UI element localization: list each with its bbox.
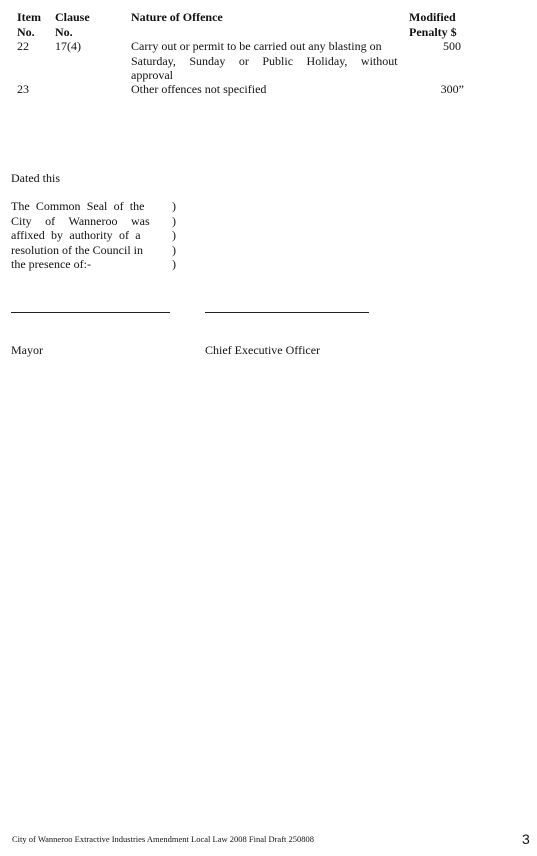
seal-text bbox=[11, 199, 161, 272]
row-nature-line: approval bbox=[131, 68, 173, 82]
header-item-no bbox=[17, 10, 53, 39]
row-nature: Other offences not specified bbox=[131, 82, 267, 96]
header-item-label-2: No. bbox=[17, 24, 35, 39]
page-number: 3 bbox=[522, 831, 530, 847]
row-nature-line bbox=[131, 54, 396, 69]
row-penalty: 300” bbox=[440, 82, 464, 96]
header-penalty-label: Modified bbox=[409, 10, 456, 24]
seal-bracket: ) bbox=[172, 199, 176, 213]
dated-line: Dated this bbox=[11, 171, 60, 185]
ceo-signature-line bbox=[205, 312, 369, 313]
row-nature bbox=[131, 39, 396, 83]
header-penalty-label-2: Penalty $ bbox=[409, 24, 457, 39]
seal-brackets bbox=[172, 199, 182, 272]
seal-line: City of Wanneroo was bbox=[11, 213, 150, 228]
seal-bracket: ) bbox=[172, 242, 176, 257]
seal-line: affixed by authority of a bbox=[11, 228, 141, 242]
row-clause-no: 17(4) bbox=[55, 39, 81, 53]
header-item-label: Item bbox=[17, 10, 41, 24]
table-row bbox=[0, 39, 537, 83]
mayor-signature-line bbox=[11, 312, 170, 313]
seal-bracket: ) bbox=[172, 213, 176, 228]
header-clause-label-2: No. bbox=[55, 24, 73, 39]
header-penalty bbox=[400, 10, 462, 39]
mayor-label: Mayor bbox=[11, 343, 43, 357]
seal-line: the presence of:- bbox=[11, 257, 91, 271]
seal-line: resolution of the Council in bbox=[11, 242, 143, 257]
table-row bbox=[0, 82, 537, 98]
header-clause-no bbox=[55, 10, 115, 39]
row-item-no: 22 bbox=[17, 39, 29, 53]
seal-line: The Common Seal of the bbox=[11, 199, 145, 213]
row-nature-line-text: Saturday, Sunday or Public Holiday, without bbox=[131, 53, 398, 68]
header-clause-label: Clause bbox=[55, 10, 90, 24]
seal-bracket: ) bbox=[172, 228, 176, 242]
seal-bracket: ) bbox=[172, 257, 176, 271]
header-nature: Nature of Offence bbox=[131, 10, 223, 24]
row-item-no: 23 bbox=[17, 82, 29, 96]
row-penalty: 500 bbox=[443, 39, 461, 53]
row-nature-line: Carry out or permit to be carried out any blasting on bbox=[131, 39, 382, 53]
ceo-label: Chief Executive Officer bbox=[205, 343, 321, 357]
footer-text: City of Wanneroo Extractive Industries Amendment Local Law 2008 Final Draft 250808 bbox=[12, 834, 315, 844]
